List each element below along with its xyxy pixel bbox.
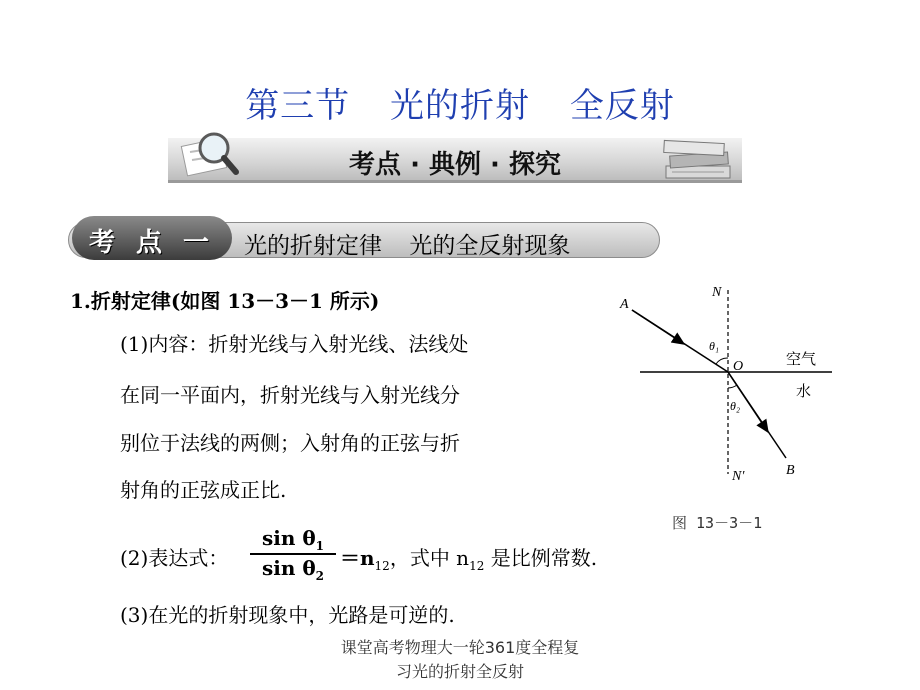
label-O: O [733,359,744,374]
formula-n-subscript: 12 [374,559,390,573]
label-air: 空气 [786,350,817,368]
label-A: A [620,297,629,312]
title-topic-refraction: 光的折射 [390,86,530,126]
title-topic-total-reflection: 全反射 [569,86,675,126]
footer-line2: 习光的折射全反射 [395,662,524,681]
item3-text: (3)在光的折射现象中，光路是可逆的. [120,603,455,627]
section-banner [168,128,742,188]
fraction-bar [250,553,336,555]
topic-text [244,227,590,260]
page-title [0,78,920,127]
formula-where-subscript: 12 [469,559,485,573]
topic-label: 考 点 一 [88,228,216,258]
banner-text: 考点 · 典例 · 探究 [349,150,561,180]
label-N-prime: N′ [732,469,745,484]
numerator-subscript: 1 [315,539,325,553]
title-section: 第三节 [245,86,351,126]
footer-line1: 课堂高考物理大一轮361度全程复 [340,638,580,657]
incident-arrow [632,310,684,344]
formula-end-text: 是比例常数. [484,546,598,570]
refraction-diagram [608,278,832,488]
angle-arc-1 [716,358,728,364]
label-water: 水 [796,382,812,400]
fraction-numerator [250,526,336,552]
item1-line3: 别位于法线的两侧；入射角的正弦与折 [120,431,460,455]
label-N: N [712,285,722,300]
label-theta1: θ₁ [709,339,720,353]
formula-label: (2)表达式： [120,546,229,570]
formula-fraction [250,526,336,582]
numerator-text: sin θ [261,526,316,550]
topic-text-law: 光的折射定律 [244,233,382,259]
topic-header [68,214,666,264]
fraction-denominator [250,556,336,582]
figure-caption: 图 13－3－1 [672,514,763,532]
formula-rest [340,542,597,573]
denominator-text: sin θ [261,556,316,580]
formula-where-text: ，式中 n [389,546,470,570]
item1-line2: 在同一平面内，折射光线与入射光线分 [120,383,460,407]
books-icon [660,132,736,184]
item1-line4: 射角的正弦成正比. [120,478,287,502]
item1-line1: (1)内容：折射光线与入射光线、法线处 [120,332,469,356]
section-heading: 1.折射定律(如图 13－3－1 所示) [70,289,380,313]
topic-text-phenomenon: 光的全反射现象 [409,233,571,259]
angle-arc-2 [728,385,737,388]
label-theta2: θ₂ [730,399,741,413]
footer [0,636,920,684]
denominator-subscript: 2 [315,569,325,583]
formula-equals-n: ＝n [340,546,375,570]
label-B: B [786,463,795,478]
